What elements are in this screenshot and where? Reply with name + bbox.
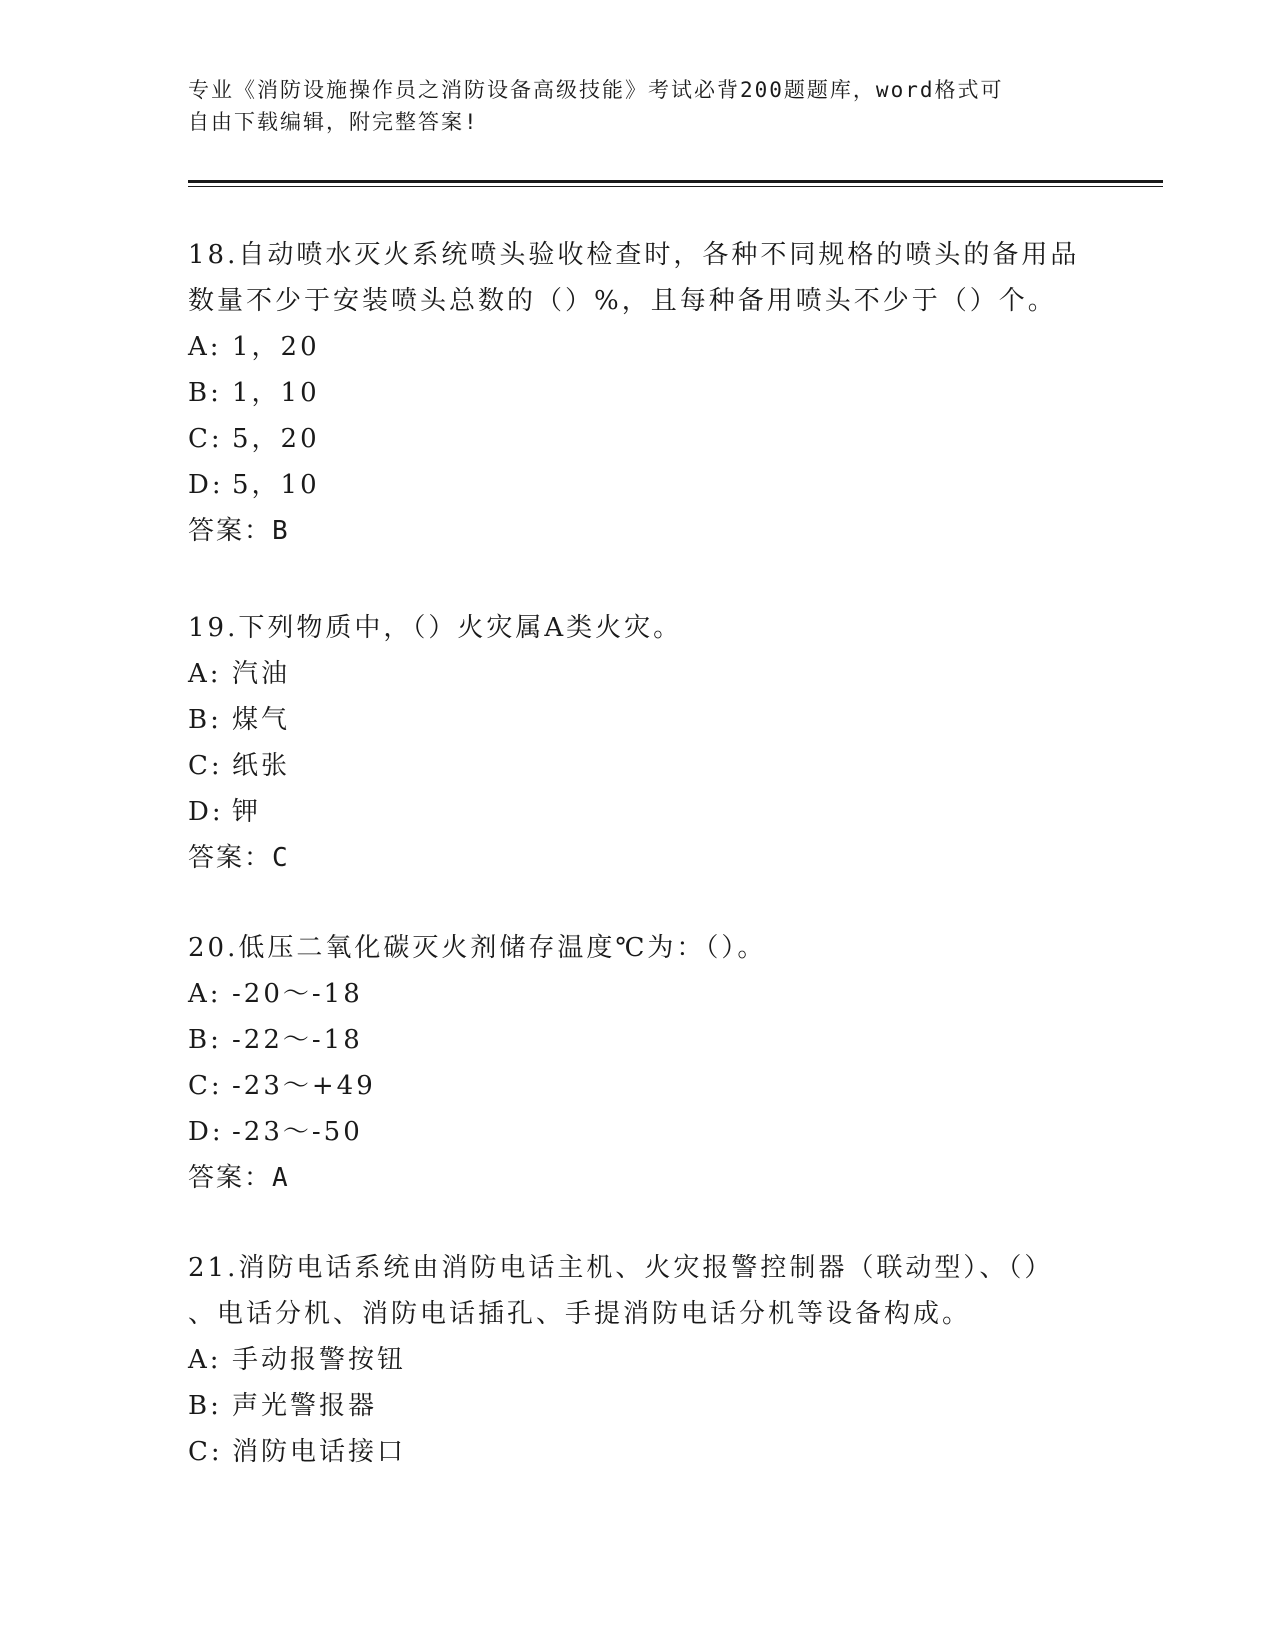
header-divider-thin <box>188 186 1163 187</box>
option-c <box>188 1063 1088 1109</box>
option-a <box>188 324 1088 370</box>
option-text: 手动报警按钮 <box>232 1345 407 1375</box>
question-stem-line-2: 、电话分机、消防电话插孔、手提消防电话分机等设备构成。 <box>188 1299 972 1329</box>
option-tag: B: <box>188 1025 222 1055</box>
header-line-2: 自由下载编辑，附完整答案! <box>188 110 479 134</box>
question-stem-line-1: 20.低压二氧化碳灭火剂储存温度℃为：（）。 <box>188 933 767 963</box>
option-c <box>188 1429 1088 1475</box>
option-text: 煤气 <box>232 705 291 735</box>
option-tag: C: <box>188 1437 223 1467</box>
option-tag: D: <box>188 470 224 500</box>
option-tag: C: <box>188 424 223 454</box>
option-text: -22～-18 <box>232 1025 363 1055</box>
option-b <box>188 1017 1088 1063</box>
option-a <box>188 651 1088 697</box>
option-c <box>188 743 1088 789</box>
option-text: -20～-18 <box>232 979 363 1009</box>
option-d <box>188 1109 1088 1155</box>
header-line-1: 专业《消防设施操作员之消防设备高级技能》考试必背200题题库，word格式可 <box>188 78 1004 102</box>
option-tag: C: <box>188 1071 223 1101</box>
option-tag: C: <box>188 751 223 781</box>
question-stem-line-2: 数量不少于安装喷头总数的（）%，且每种备用喷头不少于（）个。 <box>188 286 1057 316</box>
question-20 <box>188 925 1088 1201</box>
answer-line: 答案：A <box>188 1163 290 1193</box>
question-19 <box>188 605 1088 881</box>
question-stem-line-1: 18.自动喷水灭火系统喷头验收检查时，各种不同规格的喷头的备用品 <box>188 240 1080 270</box>
option-text: 5，10 <box>232 470 320 500</box>
answer-line: 答案：C <box>188 843 290 873</box>
option-text: 纸张 <box>232 751 291 781</box>
option-text: -23～+49 <box>232 1071 376 1101</box>
option-b <box>188 697 1088 743</box>
answer-line: 答案：B <box>188 516 290 546</box>
question-stem-line-1: 21.消防电话系统由消防电话主机、火灾报警控制器（联动型）、（） <box>188 1253 1054 1283</box>
option-text: 5，20 <box>232 424 320 454</box>
question-stem-line-1: 19.下列物质中，（）火灾属A类火灾。 <box>188 613 683 643</box>
option-tag: A: <box>188 659 222 689</box>
option-tag: D: <box>188 1117 224 1147</box>
option-tag: B: <box>188 705 222 735</box>
option-d <box>188 789 1088 835</box>
header-divider-thick <box>188 180 1163 183</box>
option-tag: B: <box>188 378 222 408</box>
option-tag: A: <box>188 979 222 1009</box>
option-text: 声光警报器 <box>232 1391 378 1421</box>
option-c <box>188 416 1088 462</box>
option-a <box>188 1337 1088 1383</box>
question-21 <box>188 1245 1088 1475</box>
option-tag: A: <box>188 1345 222 1375</box>
option-b <box>188 370 1088 416</box>
option-d <box>188 462 1088 508</box>
option-text: 消防电话接口 <box>232 1437 407 1467</box>
document-header <box>188 74 1088 138</box>
option-b <box>188 1383 1088 1429</box>
question-18 <box>188 232 1088 554</box>
option-text: -23～-50 <box>232 1117 363 1147</box>
option-text: 1，20 <box>232 332 320 362</box>
option-tag: D: <box>188 797 224 827</box>
option-text: 1，10 <box>232 378 320 408</box>
option-a <box>188 971 1088 1017</box>
option-tag: A: <box>188 332 222 362</box>
option-text: 钾 <box>232 797 262 827</box>
option-tag: B: <box>188 1391 222 1421</box>
option-text: 汽油 <box>232 659 291 689</box>
